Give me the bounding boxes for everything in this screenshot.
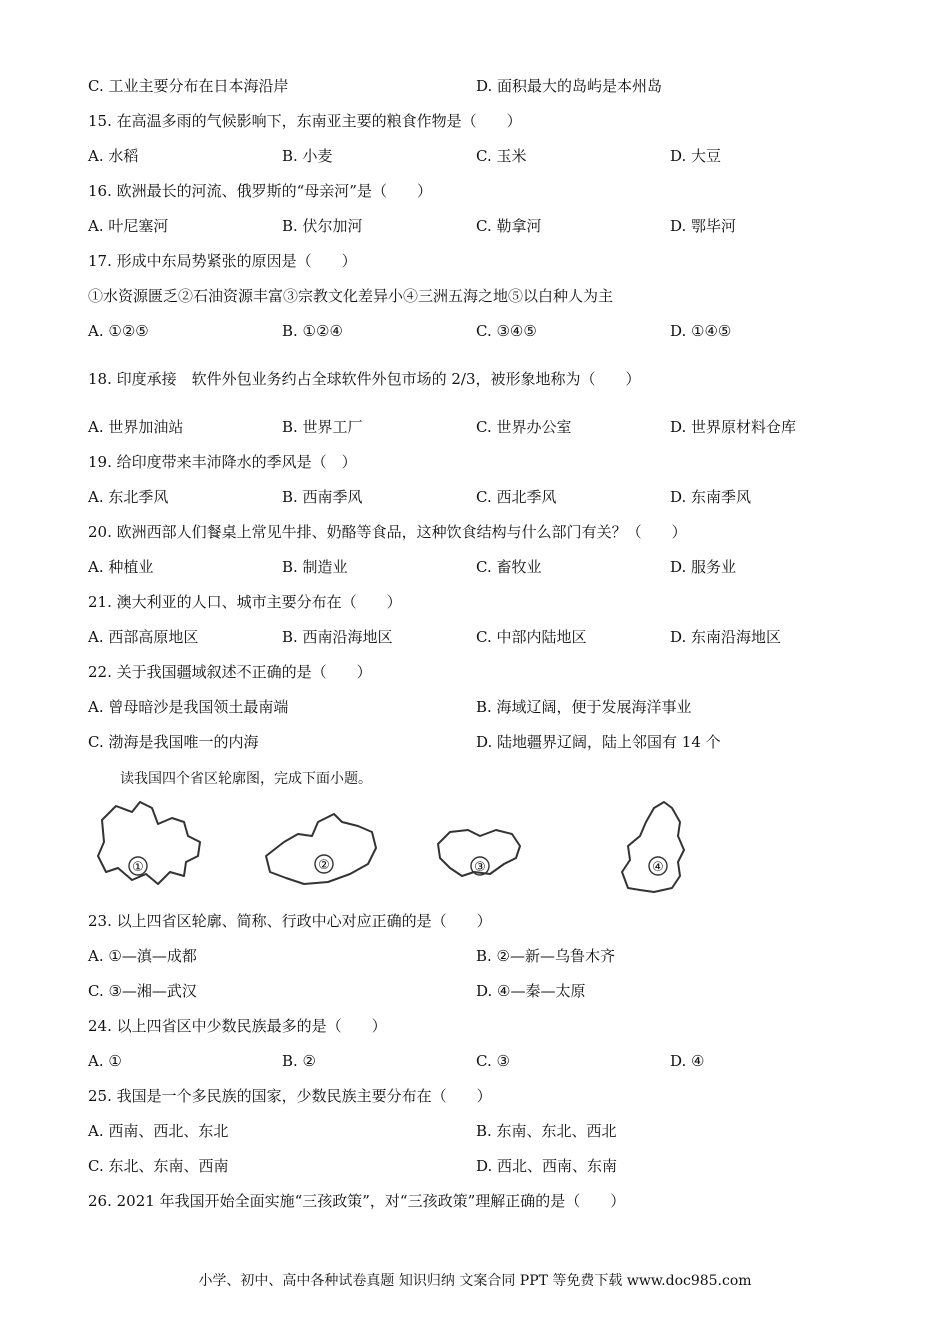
q19-option-d: D. 东南季风 xyxy=(670,488,752,506)
q24-option-d: D. ④ xyxy=(670,1052,705,1070)
q24-option-a: A. ① xyxy=(88,1052,122,1070)
q17-option-c: C. ③④⑤ xyxy=(476,322,537,340)
q22-option-a: A. 曾母暗沙是我国领土最南端 xyxy=(88,698,289,716)
q25-stem: 25. 我国是一个多民族的国家，少数民族主要分布在（ ） xyxy=(88,1087,492,1105)
q25-option-c: C. 东北、东南、西南 xyxy=(88,1157,229,1175)
q20-option-c: C. 畜牧业 xyxy=(476,558,542,576)
q14-option-d: D. 面积最大的岛屿是本州岛 xyxy=(476,77,663,95)
q21-option-d: D. 东南沿海地区 xyxy=(670,628,782,646)
q22-option-d: D. 陆地疆界辽阔，陆上邻国有 14 个 xyxy=(476,733,721,751)
province-outline-2 xyxy=(266,814,376,884)
q17-option-a: A. ①②⑤ xyxy=(88,322,149,340)
province-outline-1 xyxy=(98,802,200,884)
map-label-2: ② xyxy=(318,858,330,873)
q23-option-d: D. ④—秦—太原 xyxy=(476,982,586,1000)
province-outline-maps xyxy=(88,792,708,896)
q21-stem: 21. 澳大利亚的人口、城市主要分布在（ ） xyxy=(88,593,402,611)
q16-stem: 16. 欧洲最长的河流、俄罗斯的“母亲河”是（ ） xyxy=(88,182,432,200)
map-label-4: ④ xyxy=(652,860,664,875)
q23-stem: 23. 以上四省区轮廓、简称、行政中心对应正确的是（ ） xyxy=(88,912,492,930)
q24-option-c: C. ③ xyxy=(476,1052,510,1070)
q19-option-c: C. 西北季风 xyxy=(476,488,557,506)
q18-option-d: D. 世界原材料仓库 xyxy=(670,418,797,436)
q24-stem: 24. 以上四省区中少数民族最多的是（ ） xyxy=(88,1017,387,1035)
q15-option-d: D. 大豆 xyxy=(670,147,722,165)
q23-option-a: A. ①—滇—成都 xyxy=(88,947,197,965)
q16-option-c: C. 勒拿河 xyxy=(476,217,542,235)
q18-stem: 18. 印度承接 软件外包业务约占全球软件外包市场的 2/3，被形象地称为（ ） xyxy=(88,370,641,388)
map-intro: 读我国四个省区轮廓图，完成下面小题。 xyxy=(120,771,372,787)
q17-stem: 17. 形成中东局势紧张的原因是（ ） xyxy=(88,252,357,270)
q22-option-b: B. 海域辽阔，便于发展海洋事业 xyxy=(476,698,692,716)
q15-option-c: C. 玉米 xyxy=(476,147,527,165)
q14-option-c: C. 工业主要分布在日本海沿岸 xyxy=(88,77,289,95)
q19-stem: 19. 给印度带来丰沛降水的季风是（ ） xyxy=(88,453,357,471)
q17-option-d: D. ①④⑤ xyxy=(670,322,732,340)
page-footer: 小学、初中、高中各种试卷真题 知识归纳 文案合同 PPT 等免费下载 www.doc985.com xyxy=(198,1273,752,1289)
q18-option-c: C. 世界办公室 xyxy=(476,418,572,436)
q17-substatements: ①水资源匮乏②石油资源丰富③宗教文化差异小④三洲五海之地⑤以白种人为主 xyxy=(88,287,614,305)
q25-option-d: D. 西北、西南、东南 xyxy=(476,1157,618,1175)
q25-option-b: B. 东南、东北、西北 xyxy=(476,1122,617,1140)
map-label-1: ① xyxy=(132,860,144,875)
q15-stem: 15. 在高温多雨的气候影响下，东南亚主要的粮食作物是（ ） xyxy=(88,112,522,130)
map-label-3: ③ xyxy=(474,860,486,875)
q24-option-b: B. ② xyxy=(282,1052,317,1070)
q21-option-a: A. 西部高原地区 xyxy=(88,628,199,646)
q21-option-c: C. 中部内陆地区 xyxy=(476,628,587,646)
q22-stem: 22. 关于我国疆域叙述不正确的是（ ） xyxy=(88,663,372,681)
q16-option-a: A. 叶尼塞河 xyxy=(88,217,169,235)
province-outline-4 xyxy=(622,802,684,892)
q25-option-a: A. 西南、西北、东北 xyxy=(88,1122,229,1140)
q26-stem: 26. 2021 年我国开始全面实施“三孩政策”，对“三孩政策”理解正确的是（ ） xyxy=(88,1192,626,1210)
q23-option-c: C. ③—湘—武汉 xyxy=(88,982,197,1000)
q15-option-a: A. 水稻 xyxy=(88,147,139,165)
q16-option-b: B. 伏尔加河 xyxy=(282,217,363,235)
q19-option-a: A. 东北季风 xyxy=(88,488,169,506)
q21-option-b: B. 西南沿海地区 xyxy=(282,628,393,646)
q18-option-b: B. 世界工厂 xyxy=(282,418,363,436)
q19-option-b: B. 西南季风 xyxy=(282,488,363,506)
q23-option-b: B. ②—新—乌鲁木齐 xyxy=(476,947,616,965)
q20-stem: 20. 欧洲西部人们餐桌上常见牛排、奶酪等食品，这种饮食结构与什么部门有关？（ ） xyxy=(88,523,687,541)
q22-option-c: C. 渤海是我国唯一的内海 xyxy=(88,733,259,751)
q15-option-b: B. 小麦 xyxy=(282,147,333,165)
q16-option-d: D. 鄂毕河 xyxy=(670,217,737,235)
q18-option-a: A. 世界加油站 xyxy=(88,418,184,436)
q17-option-b: B. ①②④ xyxy=(282,322,343,340)
q20-option-a: A. 种植业 xyxy=(88,558,154,576)
q20-option-d: D. 服务业 xyxy=(670,558,737,576)
q20-option-b: B. 制造业 xyxy=(282,558,348,576)
